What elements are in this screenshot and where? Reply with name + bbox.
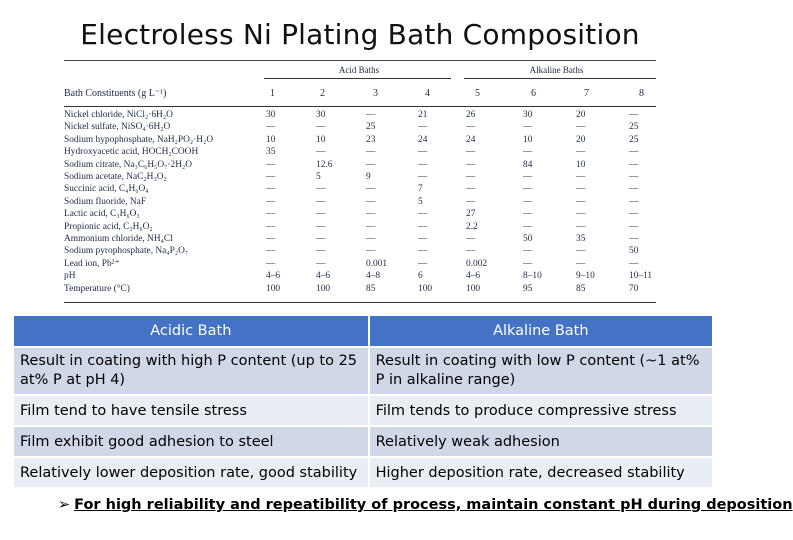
bath-5-value: 4–6 xyxy=(466,271,481,282)
bath-1-value: 10 xyxy=(266,134,276,145)
bath-6-value: 84 xyxy=(523,159,533,170)
bath-3-value: 9 xyxy=(366,172,371,182)
bath-5-value: — xyxy=(466,122,476,133)
bath-4-value: — xyxy=(418,221,428,232)
table-row xyxy=(64,271,656,282)
bath-8-value: 10–11 xyxy=(629,271,653,282)
bath-1-value: — xyxy=(266,159,276,170)
bath-5-value: — xyxy=(466,234,476,244)
bath-4-value: — xyxy=(418,159,428,170)
comparison-table xyxy=(12,314,714,489)
bath-6-value: — xyxy=(523,258,533,269)
column-header-4: 4 xyxy=(425,88,430,99)
bath-8-value: — xyxy=(629,196,639,207)
bath-2-value: — xyxy=(316,147,326,158)
constituent-label: Hydroxyacetic acid, HOCH₂COOH xyxy=(64,147,199,158)
bath-2-value: — xyxy=(316,209,326,220)
constituent-label: Nickel chloride, NiCl₂·6H₂O xyxy=(64,110,173,120)
bath-6-value: 95 xyxy=(523,283,533,294)
bath-2-value: — xyxy=(316,258,326,269)
bath-3-value: 0.001 xyxy=(366,258,388,269)
acidic-cell: Result in coating with high P content (up to 25 at% P at pH 4) xyxy=(13,347,369,395)
bath-7-value: 85 xyxy=(576,283,586,294)
group-header-acid: Acid Baths xyxy=(338,65,380,75)
bath-2-value: — xyxy=(316,246,326,257)
bath-4-value: — xyxy=(418,209,428,220)
table-row xyxy=(64,110,656,121)
bath-5-value: 0.002 xyxy=(466,258,488,269)
bath-1-value: 30 xyxy=(266,110,276,120)
bath-8-value: — xyxy=(629,172,639,182)
bath-2-value: 12.6 xyxy=(316,159,333,170)
table-row xyxy=(64,184,656,195)
bath-5-value: 27 xyxy=(466,209,476,220)
bath-8-value: 70 xyxy=(629,283,639,294)
table-row xyxy=(13,395,713,426)
table-row xyxy=(64,284,656,295)
bath-1-value: — xyxy=(266,184,276,195)
bath-5-value: — xyxy=(466,184,476,195)
bath-6-value: 50 xyxy=(523,234,533,244)
bath-8-value: 25 xyxy=(629,134,639,145)
bath-4-value: 24 xyxy=(418,134,428,145)
table-row xyxy=(64,172,656,183)
table-row xyxy=(64,147,656,158)
bath-7-value: — xyxy=(576,221,586,232)
bath-4-value: — xyxy=(418,246,428,257)
bath-4-value: 5 xyxy=(418,196,423,207)
bath-1-value: — xyxy=(266,234,276,244)
bath-4-value: 100 xyxy=(418,283,433,294)
bath-3-value: — xyxy=(366,209,376,220)
bath-5-value: — xyxy=(466,172,476,182)
bath-7-value: 20 xyxy=(576,110,586,120)
bath-4-value: 6 xyxy=(418,271,423,282)
bath-3-value: — xyxy=(366,234,376,244)
bath-6-value: 30 xyxy=(523,110,533,120)
bath-7-value: — xyxy=(576,196,586,207)
bath-3-value: — xyxy=(366,110,376,120)
table-row xyxy=(64,135,656,146)
table-row xyxy=(64,234,656,245)
constituent-label: Succinic acid, C₄H₆O₄ xyxy=(64,184,149,195)
bath-8-value: — xyxy=(629,209,639,220)
bath-6-value: — xyxy=(523,246,533,257)
constituent-label: Lactic acid, C₃H₆O₃ xyxy=(64,209,140,220)
bath-1-value: — xyxy=(266,246,276,257)
table-row xyxy=(64,197,656,208)
column-header-1: 1 xyxy=(270,88,275,99)
bath-7-value: — xyxy=(576,172,586,182)
column-header-5: 5 xyxy=(475,88,480,99)
bath-4-value: — xyxy=(418,258,428,269)
group-rule-alkaline xyxy=(464,78,656,79)
bath-3-value: 25 xyxy=(366,122,376,133)
table-row xyxy=(13,457,713,488)
bath-3-value: — xyxy=(366,246,376,257)
bath-6-value: — xyxy=(523,122,533,133)
acidic-cell: Relatively lower deposition rate, good stability xyxy=(13,457,369,488)
table-row xyxy=(64,259,656,270)
alkaline-cell: Film tends to produce compressive stress xyxy=(369,395,713,426)
bath-4-value: — xyxy=(418,147,428,158)
bath-5-value: 26 xyxy=(466,110,476,120)
constituent-label: Sodium fluoride, NaF xyxy=(64,196,147,207)
header-acidic-bath: Acidic Bath xyxy=(13,315,369,347)
bath-5-value: — xyxy=(466,246,476,257)
bath-6-value: 10 xyxy=(523,134,533,145)
constituent-label: Sodium citrate, Na₃C₆H₅O₇·2H₂O xyxy=(64,159,193,170)
bath-2-value: 10 xyxy=(316,134,326,145)
table-row xyxy=(64,160,656,171)
bath-2-value: — xyxy=(316,234,326,244)
acidic-cell: Film tend to have tensile stress xyxy=(13,395,369,426)
column-header-6: 6 xyxy=(531,88,536,99)
bath-7-value: 20 xyxy=(576,134,586,145)
bath-4-value: — xyxy=(418,234,428,244)
process-note-text: For high reliability and repeatibility of process, maintain constant pH during deposition xyxy=(74,497,793,513)
constituent-label: Sodium pyrophosphate, Na₄P₂O₇ xyxy=(64,246,189,257)
bath-1-value: — xyxy=(266,209,276,220)
table-row xyxy=(64,246,656,257)
constituent-label: Lead ion, Pb²⁺ xyxy=(64,258,120,269)
bath-1-value: — xyxy=(266,221,276,232)
bath-5-value: — xyxy=(466,159,476,170)
bath-7-value: — xyxy=(576,258,586,269)
bath-3-value: 4–8 xyxy=(366,271,381,282)
bath-8-value: 50 xyxy=(629,246,639,257)
bath-1-value: — xyxy=(266,172,276,182)
constituent-label: Temperature (°C) xyxy=(64,283,130,294)
bath-6-value: — xyxy=(523,172,533,182)
bath-6-value: — xyxy=(523,221,533,232)
table-row xyxy=(64,122,656,133)
bath-4-value: 21 xyxy=(418,110,428,120)
bath-1-value: 35 xyxy=(266,147,276,158)
table-row xyxy=(13,426,713,457)
table-header-rule xyxy=(64,106,656,107)
bath-8-value: — xyxy=(629,221,639,232)
constituent-label: Sodium acetate, NaC₂H₃O₂ xyxy=(64,172,167,182)
bath-7-value: — xyxy=(576,147,586,158)
bath-8-value: — xyxy=(629,159,639,170)
bath-3-value: — xyxy=(366,184,376,195)
bath-5-value: 2.2 xyxy=(466,221,478,232)
alkaline-cell: Result in coating with low P content (~1 at% P in alkaline range) xyxy=(369,347,713,395)
bath-2-value: 100 xyxy=(316,283,331,294)
bath-8-value: — xyxy=(629,184,639,195)
bath-1-value: — xyxy=(266,122,276,133)
bath-1-value: — xyxy=(266,196,276,207)
table-row xyxy=(13,347,713,395)
bath-6-value: — xyxy=(523,209,533,220)
bath-8-value: — xyxy=(629,258,639,269)
bath-7-value: 10 xyxy=(576,159,586,170)
constituent-label: pH xyxy=(64,271,76,282)
table-row xyxy=(64,222,656,233)
constituent-label: Ammonium chloride, NH₄Cl xyxy=(64,234,173,244)
bath-5-value: — xyxy=(466,147,476,158)
bath-3-value: — xyxy=(366,221,376,232)
bath-1-value: 4–6 xyxy=(266,271,281,282)
header-alkaline-bath: Alkaline Bath xyxy=(369,315,713,347)
bath-6-value: — xyxy=(523,184,533,195)
table-top-rule xyxy=(64,60,656,61)
group-header-alkaline: Alkaline Baths xyxy=(529,65,584,75)
arrow-bullet-icon: ➢ xyxy=(58,497,71,513)
bath-8-value: 25 xyxy=(629,122,639,133)
bath-7-value: — xyxy=(576,184,586,195)
constituent-label: Propionic acid, C₃H₆O₂ xyxy=(64,221,153,232)
bath-4-value: 7 xyxy=(418,184,423,195)
bath-1-value: 100 xyxy=(266,283,281,294)
bath-5-value: 24 xyxy=(466,134,476,145)
constituent-label: Sodium hypophosphate, NaH₂PO₂·H₂O xyxy=(64,134,214,145)
column-header-3: 3 xyxy=(373,88,378,99)
acidic-cell: Film exhibit good adhesion to steel xyxy=(13,426,369,457)
bath-6-value: — xyxy=(523,147,533,158)
slide-title: Electroless Ni Plating Bath Composition xyxy=(80,18,640,51)
bath-8-value: — xyxy=(629,147,639,158)
bath-composition-table xyxy=(64,60,656,310)
bath-4-value: — xyxy=(418,122,428,133)
table-row xyxy=(64,209,656,220)
bath-2-value: — xyxy=(316,184,326,195)
constituent-label: Nickel sulfate, NiSO₄·6H₂O xyxy=(64,122,171,133)
bath-6-value: — xyxy=(523,196,533,207)
table-bottom-rule xyxy=(64,302,656,303)
bath-5-value: 100 xyxy=(466,283,481,294)
header-constituents: Bath Constituents (g L⁻¹) xyxy=(64,88,167,99)
bath-8-value: — xyxy=(629,234,639,244)
bath-3-value: — xyxy=(366,147,376,158)
bath-2-value: 30 xyxy=(316,110,326,120)
bath-7-value: 9–10 xyxy=(576,271,595,282)
bath-4-value: — xyxy=(418,172,428,182)
column-header-2: 2 xyxy=(320,88,325,99)
bath-8-value: — xyxy=(629,110,639,120)
column-header-7: 7 xyxy=(584,88,589,99)
bath-5-value: — xyxy=(466,196,476,207)
process-note xyxy=(58,497,793,513)
bath-3-value: 23 xyxy=(366,134,376,145)
alkaline-cell: Higher deposition rate, decreased stability xyxy=(369,457,713,488)
column-header-8: 8 xyxy=(639,88,644,99)
bath-7-value: — xyxy=(576,122,586,133)
bath-7-value: — xyxy=(576,209,586,220)
bath-3-value: — xyxy=(366,159,376,170)
bath-2-value: — xyxy=(316,122,326,133)
bath-2-value: 4–6 xyxy=(316,271,331,282)
group-rule-acid xyxy=(264,78,451,79)
bath-6-value: 8–10 xyxy=(523,271,542,282)
bath-7-value: — xyxy=(576,246,586,257)
bath-2-value: — xyxy=(316,196,326,207)
bath-1-value: — xyxy=(266,258,276,269)
bath-3-value: — xyxy=(366,196,376,207)
bath-2-value: 5 xyxy=(316,172,321,182)
bath-3-value: 85 xyxy=(366,283,376,294)
alkaline-cell: Relatively weak adhesion xyxy=(369,426,713,457)
bath-2-value: — xyxy=(316,221,326,232)
bath-7-value: 35 xyxy=(576,234,586,244)
